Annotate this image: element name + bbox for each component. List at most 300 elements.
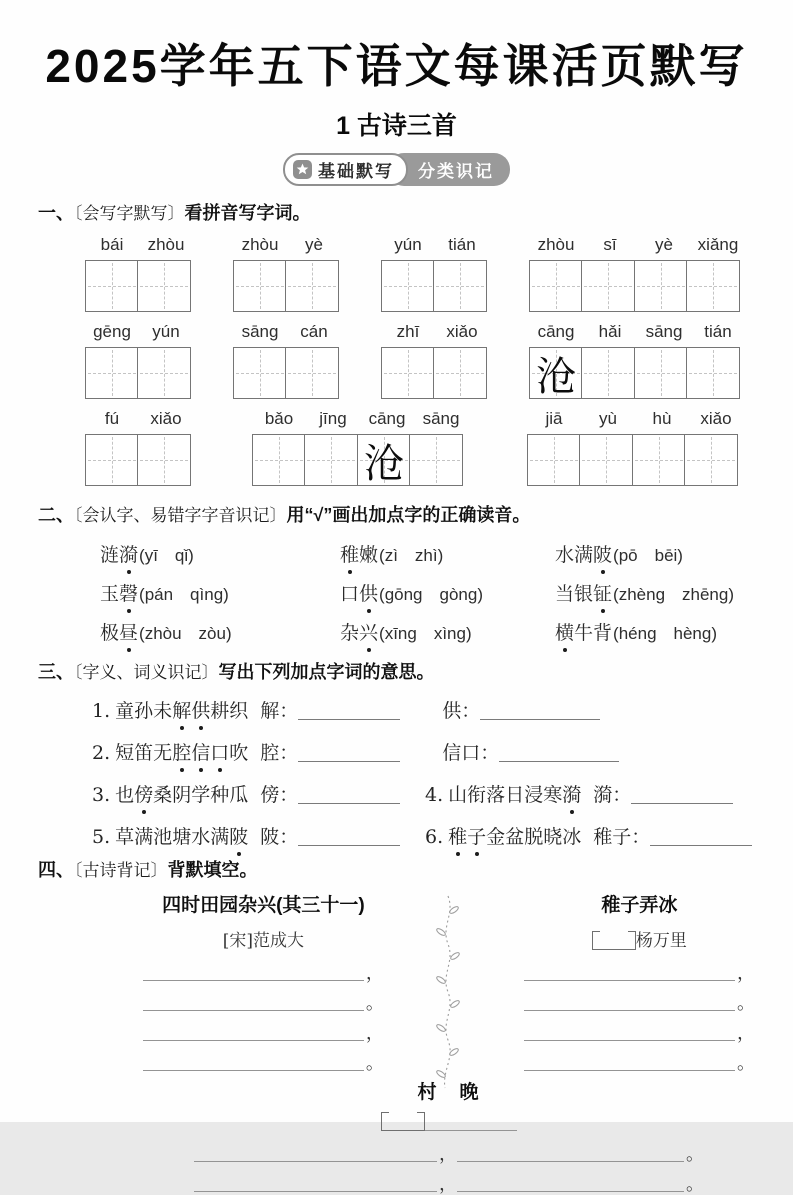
character: 口 [340,582,360,605]
character: 短 [115,742,135,765]
character: 瓜 [229,784,249,807]
definition-label: 腔： [260,742,299,765]
poem-blank[interactable] [524,963,735,981]
writing-cell[interactable] [137,434,191,486]
cell-row [252,434,468,486]
section-3 [38,661,755,849]
section-2-header [38,504,755,527]
poem-blank[interactable] [457,1174,684,1192]
character: 当 [555,582,575,605]
pinyin-label: hù [652,409,672,429]
grid-group [381,235,489,312]
writing-cell[interactable] [581,347,635,399]
writing-cell[interactable] [634,260,688,312]
character: 稚 [340,540,359,567]
character: 玉 [100,582,120,605]
item-number: 6. [425,826,444,849]
dotted-word [555,622,612,644]
pinyin-label: zhòu [147,235,185,255]
punctuation: ， [737,963,755,985]
character: 嫩 [359,543,379,566]
pinyin-label: xiǎo [150,409,182,429]
poem-title: 稚子弄冰 [601,895,678,917]
poem-blank[interactable] [194,1174,437,1192]
definition-blank[interactable] [298,827,400,846]
section-number: 一、 [38,202,74,223]
writing-cell[interactable] [381,260,435,312]
section-instruction: 用“√”画出加点字的正确读音。 [286,505,531,526]
poem-line [143,1144,755,1166]
writing-cell[interactable] [285,260,339,312]
pronunciation-item [100,540,340,567]
section-number: 三、 [38,661,74,682]
character: 口 [210,738,229,765]
character: 供 [191,696,210,723]
dotted-word [100,544,138,566]
pinyin-options[interactable]: (zhèng zhēng) [613,584,735,604]
character: 横 [555,618,574,645]
pinyin-row [85,235,193,260]
pinyin-options[interactable]: (gōng gòng) [379,584,483,604]
pinyin-label: cán [300,322,328,342]
pinyin-label: zhòu [537,235,575,255]
character: 草 [115,826,135,849]
writing-cell[interactable] [357,434,411,486]
writing-cell[interactable] [579,434,633,486]
pinyin-row [85,322,193,347]
writing-cell[interactable] [233,260,287,312]
grid-group [85,322,193,399]
author-fill-blank[interactable] [425,1114,517,1131]
section-tag: 〔字义、词义识记〕 [74,662,219,683]
definition-label: 解： [260,700,299,723]
character: 衔 [467,784,487,807]
punctuation: ， [365,963,384,985]
pinyin-row [85,409,193,434]
section-1-header [38,202,755,225]
writing-grid-rows [85,235,755,486]
writing-cell[interactable] [527,434,581,486]
pronunciation-item [340,579,555,606]
grid-group [233,322,341,399]
dotted-word [115,742,248,764]
character: 傍 [134,780,153,807]
pinyin-options[interactable]: (xīng xìng) [379,623,472,643]
definition-pair [593,784,733,806]
pronunciation-item [100,618,340,645]
character: 稚 [448,822,467,849]
section-4 [38,859,755,1195]
character: 学 [191,784,211,807]
definition-blank[interactable] [480,701,600,720]
poem-line [143,1023,384,1045]
prefilled-character: 沧 [536,353,576,400]
definition-label: 傍： [260,784,299,807]
dotted-word [555,544,612,566]
dotted-word [100,622,138,644]
character: 子 [467,822,486,849]
definition-label: 稚子： [593,826,651,849]
dotted-word [448,784,581,806]
poem-author-row [143,1112,755,1132]
poem-line [143,1174,755,1195]
pinyin-options[interactable]: (pán qìng) [139,584,229,604]
character: 昼 [119,618,138,645]
poem-line [143,993,384,1015]
poem-blank[interactable] [194,1144,437,1162]
character: 也 [115,784,135,807]
pinyin-label: cāng [368,409,406,429]
poem-blank[interactable] [524,993,735,1011]
section-number: 四、 [38,860,74,881]
poem-title: 村 晚 [417,1082,481,1104]
punctuation: 。 [737,993,755,1015]
character: 山 [448,784,468,807]
punctuation: ， [737,1023,755,1045]
character: 晓 [543,826,563,849]
pinyin-label: sāng [645,322,683,342]
definition-pair [260,784,400,806]
character: 童 [115,700,135,723]
character: 漪 [119,540,138,567]
poem-left [143,890,384,1075]
writing-cell[interactable] [85,347,139,399]
punctuation: ， [365,1023,384,1045]
character: 信 [191,738,210,765]
poem-right [524,890,755,1075]
dotted-word [340,622,378,644]
grid-row [85,235,755,312]
character: 盆 [505,826,525,849]
poem-blank[interactable] [143,1023,364,1041]
pinyin-label: yè [655,235,673,255]
writing-cell[interactable] [304,434,358,486]
writing-cell[interactable] [433,347,487,399]
punctuation: 。 [365,1053,384,1075]
character: 日 [505,784,525,807]
section-tag: 〔会写字默写〕 [74,203,185,224]
dotted-word [100,583,138,605]
section-instruction: 背默填空。 [167,860,258,881]
section-instruction: 写出下列加点字词的意思。 [218,661,435,682]
writing-cell[interactable] [137,260,191,312]
definition-label: 漪： [593,784,632,807]
cell-row [381,347,489,399]
character: 钲 [593,579,612,606]
pinyin-row [381,235,489,260]
character: 浸 [524,784,544,807]
item-number: 2. [92,742,111,765]
poem-blank[interactable] [524,1053,735,1071]
character: 池 [153,826,173,849]
poem-blank[interactable] [143,963,364,981]
pinyin-label: yè [305,235,323,255]
pinyin-label: bǎo [264,409,294,429]
pronunciation-item [340,618,555,645]
definition-label: 陂： [260,826,299,849]
character: 种 [210,784,230,807]
grid-group [529,235,745,312]
definition-pair [442,700,600,722]
writing-cell[interactable] [634,347,688,399]
page-title: 2025学年五下语文每课活页默写 [45,40,748,92]
writing-cell[interactable] [233,347,287,399]
poem-author-name: 杨万里 [635,931,687,952]
pinyin-row [233,322,341,347]
writing-cell[interactable] [581,260,635,312]
dynasty-fill-box[interactable] [381,1112,425,1131]
definition-blank[interactable] [631,785,733,804]
poem-author [524,926,755,951]
poem-lines-right [524,963,755,1075]
character: 冰 [562,826,582,849]
pinyin-options[interactable]: (zhòu zòu) [139,623,232,643]
character: 满 [210,826,230,849]
cell-row [529,347,745,399]
character: 漪 [562,780,581,807]
pronunciation-item [555,618,755,645]
character: 解 [172,696,191,723]
poem-lines-left [143,963,384,1075]
dotted-word [448,826,581,848]
pinyin-row [381,322,489,347]
character: 吹 [229,742,249,765]
section-3-header [38,661,755,684]
badge-left-label: 基础默写 [318,162,394,182]
character: 塘 [172,826,192,849]
writing-cell[interactable] [381,347,435,399]
character: 陂 [229,822,248,849]
definition-item [92,780,425,807]
writing-cell[interactable] [686,347,740,399]
definition-item [92,738,755,765]
definition-blank[interactable] [499,743,619,762]
grid-group [527,409,743,486]
award-icon [293,160,312,179]
pinyin-label: zhī [396,322,420,342]
dotted-word [340,544,378,566]
grid-group [85,235,193,312]
section-1 [38,202,755,486]
pinyin-label: jīng [319,409,347,429]
pinyin-label: bái [100,235,124,255]
grid-group [252,409,468,486]
poem-line [524,1023,755,1045]
dotted-word [340,583,378,605]
section-2 [38,504,755,644]
writing-cell[interactable] [686,260,740,312]
dynasty-fill-box[interactable] [592,931,636,950]
pinyin-label: xiǎng [697,235,739,255]
punctuation: ， [439,1174,457,1195]
definition-pair [260,742,400,764]
cell-row [85,347,193,399]
pinyin-options[interactable]: (pō bēi) [613,545,683,565]
pinyin-row [527,409,743,434]
poem-line [524,1053,755,1075]
character: 兴 [359,618,378,645]
writing-cell[interactable] [252,434,306,486]
definition-blank[interactable] [298,701,400,720]
cell-row [381,260,489,312]
grid-group [85,409,193,486]
pinyin-label: yù [599,409,617,429]
vine-divider-decoration [431,894,465,1095]
poem-line [143,963,384,985]
pinyin-options[interactable]: (zì zhì) [379,545,444,565]
badge [283,154,510,186]
pinyin-label: tián [704,322,732,342]
character: 背 [593,621,613,644]
definition-pair [260,826,400,848]
pinyin-label: cāng [537,322,575,342]
poem-area [143,890,755,1195]
punctuation: 。 [686,1174,704,1195]
pinyin-label: tián [448,235,476,255]
writing-cell[interactable] [285,347,339,399]
pinyin-label: xiǎo [700,409,732,429]
cell-row [85,260,193,312]
pinyin-label: fú [104,409,120,429]
definition-pair [260,700,400,722]
pinyin-label: zhòu [241,235,279,255]
definition-item [92,696,755,723]
pinyin-label: yún [394,235,422,255]
lesson-title: 1 古诗三首 [336,111,457,140]
section-number: 二、 [38,505,74,526]
poem-line [143,1053,384,1075]
cell-row [529,260,745,312]
character: 磬 [119,579,138,606]
grid-row [85,322,755,399]
character: 涟 [100,543,120,566]
character: 供 [359,579,378,606]
character: 水 [191,826,211,849]
writing-cell[interactable] [684,434,738,486]
pinyin-row [529,322,745,347]
cell-row [85,434,193,486]
character: 阴 [172,784,192,807]
pronunciation-items [100,540,755,645]
poem-blank[interactable] [143,1053,364,1071]
character: 孙 [134,700,154,723]
character: 落 [486,784,506,807]
dotted-word [115,700,248,722]
writing-cell[interactable] [529,347,583,399]
character: 无 [153,742,173,765]
writing-cell[interactable] [529,260,583,312]
poem-blank[interactable] [457,1144,684,1162]
section-instruction: 看拼音写字词。 [184,202,311,223]
grid-group [381,322,489,399]
writing-cell[interactable] [85,434,139,486]
pinyin-label: sī [603,235,617,255]
pinyin-label: hǎi [598,322,622,342]
definition-blank[interactable] [298,785,400,804]
cell-row [233,260,341,312]
character: 寒 [543,784,563,807]
definition-blank[interactable] [650,827,752,846]
character: 未 [153,700,173,723]
pinyin-row [233,235,341,260]
poem-blank[interactable] [143,993,364,1011]
definition-blank[interactable] [298,743,400,762]
writing-cell[interactable] [409,434,463,486]
grid-group [529,322,745,399]
character: 牛 [574,621,594,644]
character: 织 [229,700,249,723]
section-tag: 〔古诗背记〕 [74,861,168,882]
pinyin-label: sāng [422,409,460,429]
item-number: 1. [92,700,111,723]
definition-pair [442,742,619,764]
definition-item [425,780,755,807]
character: 笛 [134,742,154,765]
definition-items [92,696,755,849]
pinyin-row [252,409,468,434]
punctuation: 。 [365,993,384,1015]
character: 陂 [593,540,612,567]
pronunciation-item [555,579,755,606]
punctuation: ， [439,1144,457,1166]
pinyin-label: yún [152,322,180,342]
item-number: 4. [425,784,444,807]
definition-label: 信口： [442,742,500,765]
dotted-word [115,826,248,848]
punctuation: 。 [737,1053,755,1075]
poem-line [524,963,755,985]
poem-line [524,993,755,1015]
definition-pair [593,826,752,848]
poem-author: [宋]范成大 [222,931,305,952]
writing-cell[interactable] [85,260,139,312]
cell-row [527,434,743,486]
grid-row [85,409,755,486]
pinyin-options[interactable]: (yī qǐ) [139,545,194,565]
pinyin-label: gēng [93,322,131,342]
section-tag: 〔会认字、易错字字音识记〕 [74,506,287,527]
character: 满 [574,543,594,566]
character: 脱 [524,826,544,849]
item-number: 5. [92,826,111,849]
dotted-word [555,583,612,605]
poem-lines-bottom [143,1144,755,1195]
writing-cell[interactable] [137,347,191,399]
character: 金 [486,826,506,849]
badge-right-label: 分类识记 [388,153,510,186]
punctuation: 。 [686,1144,704,1166]
character: 银 [574,582,594,605]
pronunciation-item [340,540,555,567]
character: 桑 [153,784,173,807]
section-badge [0,154,793,186]
section-4-header [38,859,755,882]
pronunciation-item [555,540,755,567]
character: 极 [100,621,120,644]
character: 满 [134,826,154,849]
cell-row [233,347,341,399]
writing-cell[interactable] [632,434,686,486]
definition-label: 供： [442,700,481,723]
writing-cell[interactable] [433,260,487,312]
character: 耕 [210,700,230,723]
pinyin-options[interactable]: (héng hèng) [613,623,718,643]
pinyin-label: sāng [241,322,279,342]
character: 杂 [340,621,360,644]
definition-item [92,822,425,849]
grid-group [233,235,341,312]
poem-blank[interactable] [524,1023,735,1041]
